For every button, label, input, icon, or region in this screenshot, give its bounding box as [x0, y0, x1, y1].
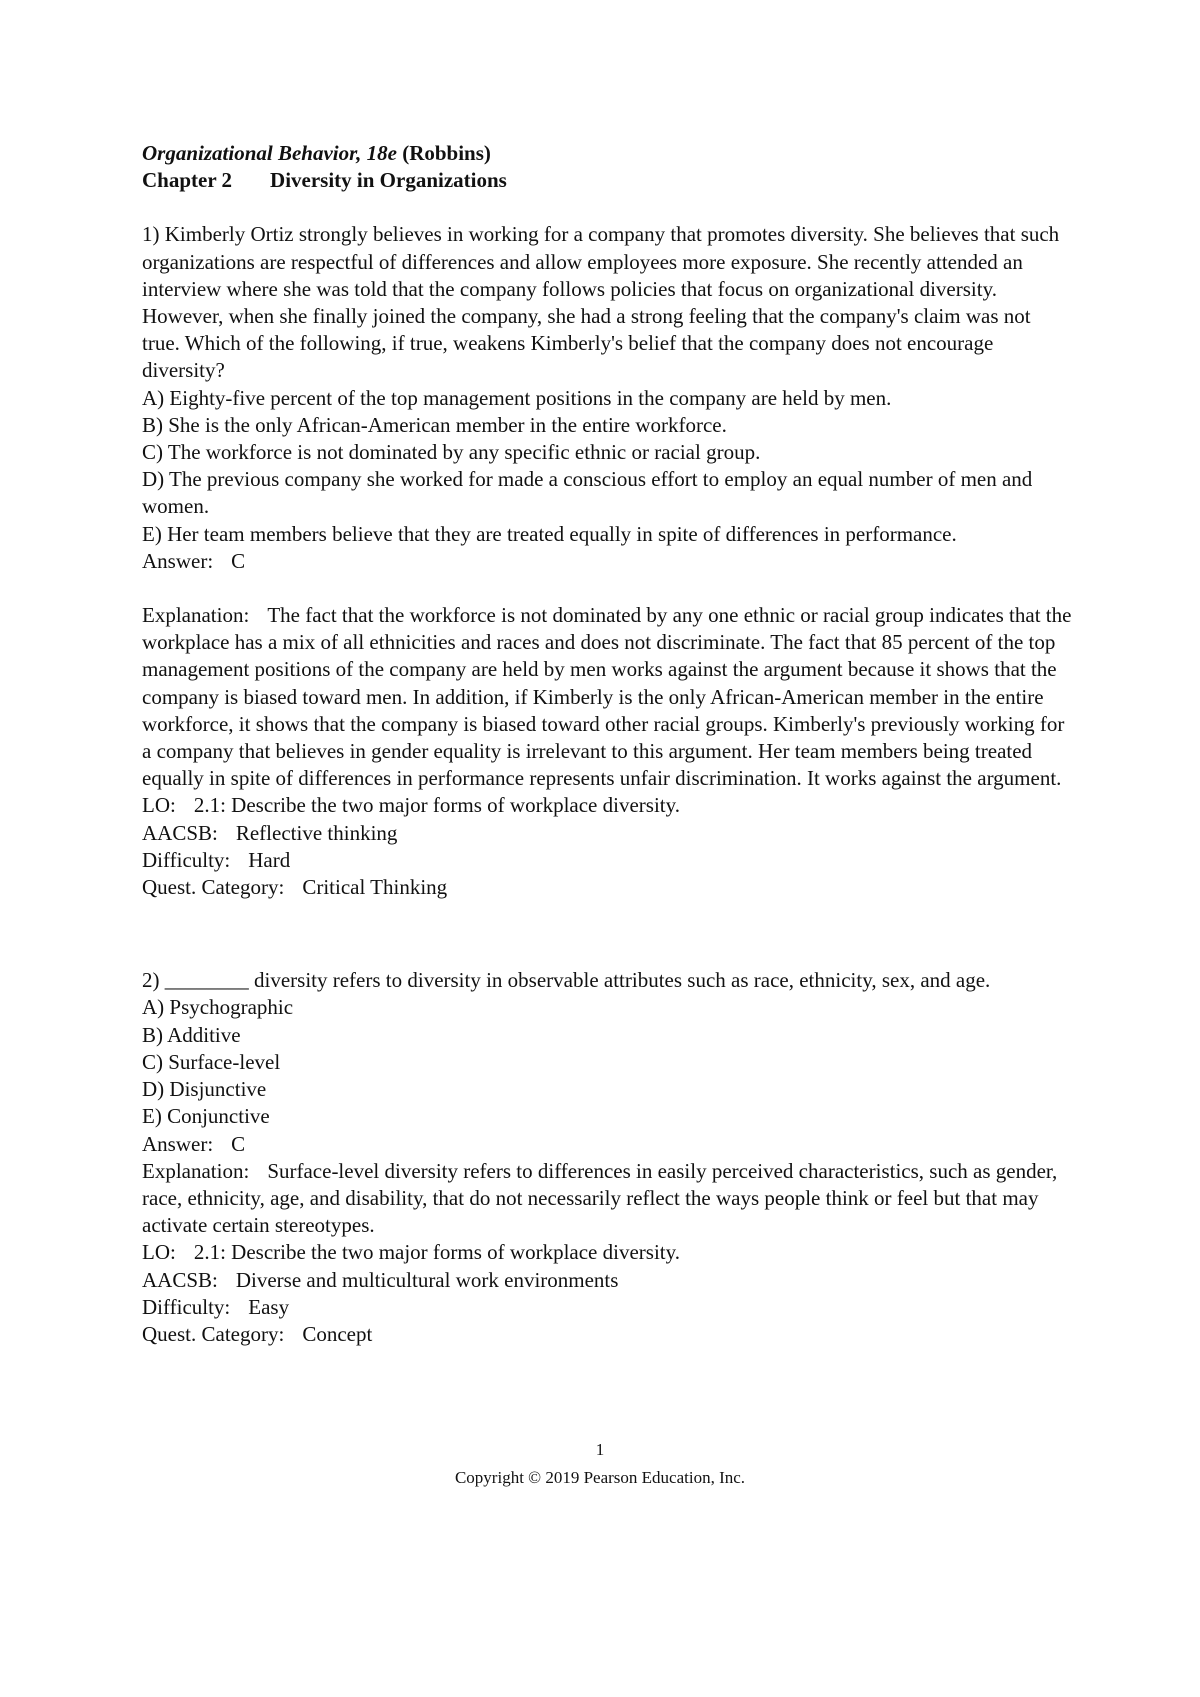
category-label: Quest. Category:: [142, 875, 285, 900]
answer-option-a: A) Eighty-five percent of the top management positions in the company are held by men.: [142, 385, 892, 410]
answer-option-d: D) Disjunctive: [142, 1077, 267, 1102]
answer-value: C: [231, 1131, 246, 1156]
book-title: Organizational Behavior, 18e: [142, 141, 397, 165]
difficulty-value: Easy: [248, 1294, 290, 1319]
chapter-title: Diversity in Organizations: [270, 168, 507, 193]
explanation-label: Explanation:: [142, 603, 250, 628]
lo-line: [142, 1239, 1072, 1266]
question-2: [142, 967, 1072, 1348]
question-stem: 1) Kimberly Ortiz strongly believes in working for a company that promotes diversity. She believes that such organizations are respectful of differences and allow employees more exposure. She recently attended an interview where she was told that the company follows policies that focus on organizational diversity. However, when she finally joined the company, she had a strong feeling that the company's claim was not true. Which of the following, if true, weakens Kimberly's belief that the company does not encourage diversity?: [142, 222, 1060, 383]
answer-option-b: B) She is the only African-American member in the entire workforce.: [142, 412, 727, 437]
answer-option-c: C) The workforce is not dominated by any specific ethnic or racial group.: [142, 440, 761, 465]
aacsb-value: Reflective thinking: [235, 820, 398, 845]
answer-option-c: C) Surface-level: [142, 1049, 281, 1074]
aacsb-label: AACSB:: [142, 1267, 218, 1292]
difficulty-label: Difficulty:: [142, 1294, 231, 1319]
question-1: [142, 221, 1072, 901]
explanation: [142, 602, 1072, 792]
answer-option-e: E) Conjunctive: [142, 1104, 270, 1129]
difficulty-line: [142, 1294, 1072, 1321]
lo-line: [142, 792, 1072, 819]
answer-label: Answer:: [142, 548, 214, 573]
answer-value: C: [231, 548, 246, 573]
lo-value: 2.1: Describe the two major forms of workplace diversity.: [193, 1240, 680, 1265]
aacsb-label: AACSB:: [142, 820, 218, 845]
book-author: (Robbins): [396, 141, 491, 165]
page-content: [142, 140, 1072, 1348]
lo-label: LO:: [142, 1240, 176, 1265]
difficulty-line: [142, 847, 1072, 874]
aacsb-value: Diverse and multicultural work environments: [235, 1267, 619, 1292]
answer-option-e: E) Her team members believe that they are treated equally in spite of differences in performance.: [142, 521, 957, 546]
category-value: Concept: [302, 1321, 373, 1346]
answer-option-b: B) Additive: [142, 1022, 241, 1047]
aacsb-line: [142, 1267, 1072, 1294]
answer-option-a: A) Psychographic: [142, 995, 294, 1020]
category-line: [142, 874, 1072, 901]
lo-label: LO:: [142, 793, 176, 818]
explanation-text: The fact that the workforce is not dominated by any one ethnic or racial group indicates that the workplace has a mix of all ethnicities and races and does not discriminate. The fact that 85 percent of the top management positions of the company are held by men works against the argument because it shows that the company is biased toward men. In addition, if Kimberly is the only African-American member in the entire workforce, it shows that the company is biased toward other racial groups. Kimberly's previously working for a company that believes in gender equality is irrelevant to this argument. Her team members being treated equally in spite of differences in performance represents unfair discrimination. It works against the argument.: [142, 603, 1072, 791]
question-stem: 2) ________ diversity refers to diversity in observable attributes such as race, ethnicity, sex, and age.: [142, 968, 991, 993]
difficulty-value: Hard: [248, 847, 291, 872]
lo-value: 2.1: Describe the two major forms of workplace diversity.: [193, 793, 680, 818]
category-value: Critical Thinking: [302, 875, 448, 900]
book-title-line: [142, 140, 1072, 167]
explanation-label: Explanation:: [142, 1158, 250, 1183]
answer-line: [142, 548, 1072, 575]
explanation-text: Surface-level diversity refers to differences in easily perceived characteristics, such as gender, race, ethnicity, age, and disability, that do not necessarily reflect the ways people think or feel but that may activate certain stereotypes.: [142, 1158, 1058, 1238]
explanation: [142, 1158, 1072, 1240]
aacsb-line: [142, 820, 1072, 847]
category-label: Quest. Category:: [142, 1321, 285, 1346]
answer-label: Answer:: [142, 1131, 214, 1156]
difficulty-label: Difficulty:: [142, 847, 231, 872]
chapter-title-line: [142, 167, 1072, 194]
answer-option-d: D) The previous company she worked for made a conscious effort to employ an equal number of men and women.: [142, 467, 1033, 519]
copyright-notice: Copyright © 2019 Pearson Education, Inc.: [454, 1468, 746, 1487]
chapter-label: Chapter 2: [142, 168, 233, 193]
answer-line: [142, 1131, 1072, 1158]
page-number: 1: [595, 1440, 605, 1459]
category-line: [142, 1321, 1072, 1348]
